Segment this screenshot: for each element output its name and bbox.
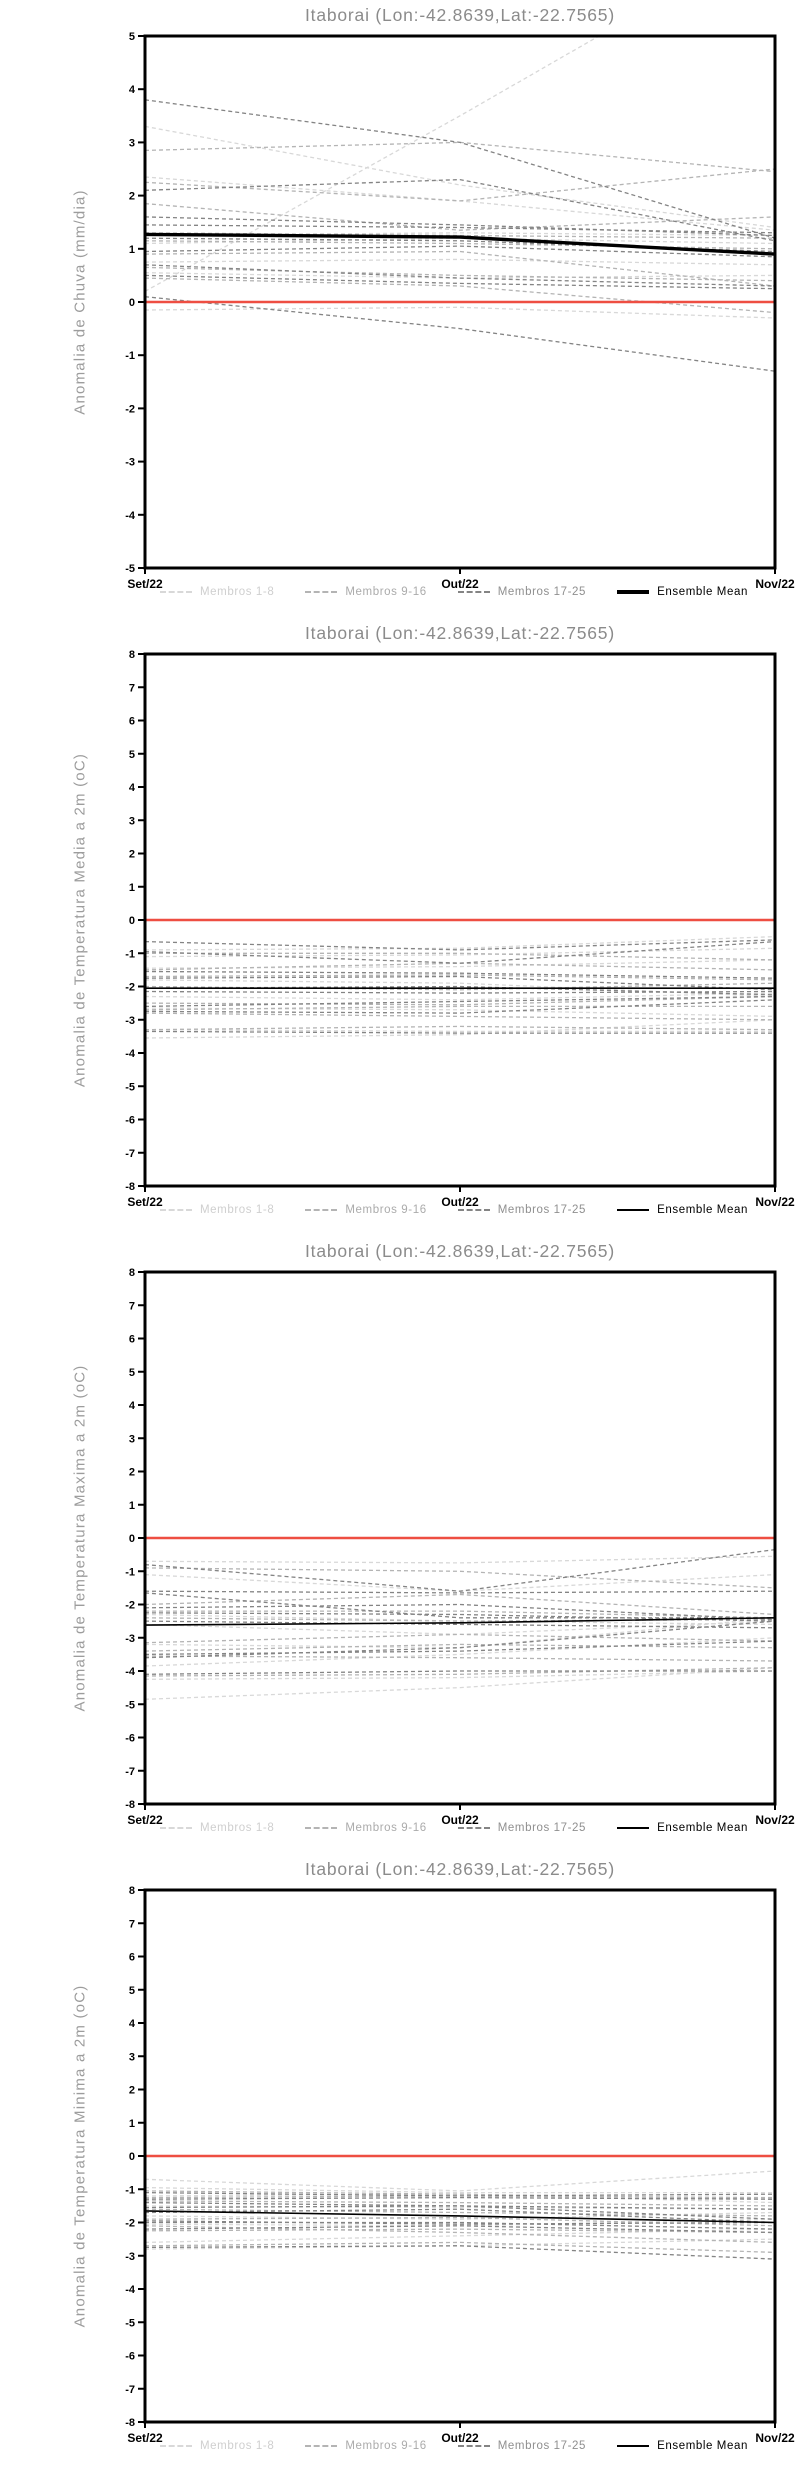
- svg-text:5: 5: [128, 31, 135, 43]
- y-axis-label: Anomalia de Temperatura Media a 2m (oC): [71, 752, 89, 1088]
- chart-title: Itaborai (Lon:-42.8639,Lat:-22.7565): [305, 1859, 615, 1879]
- svg-text:-1: -1: [125, 350, 135, 363]
- legend-item-membros-17-25: [458, 2440, 586, 2452]
- svg-text:0: 0: [128, 1533, 135, 1545]
- svg-text:-7: -7: [125, 2383, 135, 2396]
- membros-9-16-line-sample: [305, 2445, 337, 2447]
- membros-9-16-line-sample: [305, 1827, 337, 1829]
- svg-text:Nov/22: Nov/22: [755, 2431, 795, 2445]
- svg-text:-1: -1: [125, 2184, 135, 2197]
- legend-item-membros-17-25: [458, 586, 586, 598]
- membros-1-8-line-sample: [160, 1827, 192, 1829]
- svg-text:Set/22: Set/22: [127, 1813, 163, 1827]
- chart-legend: [160, 586, 748, 598]
- legend-label: Membros 9-16: [345, 586, 427, 598]
- svg-text:-2: -2: [125, 2217, 135, 2230]
- membros-1-8-line-sample: [160, 591, 192, 593]
- svg-text:-3: -3: [125, 2250, 135, 2263]
- svg-text:-8: -8: [125, 1799, 135, 1811]
- legend-label: Membros 9-16: [345, 1822, 427, 1834]
- svg-text:8: 8: [128, 1885, 135, 1897]
- svg-text:Out/22: Out/22: [441, 577, 479, 591]
- chart-section-precipitation-anomaly: [0, 0, 800, 618]
- legend-label: Membros 9-16: [345, 1204, 427, 1216]
- svg-text:-4: -4: [125, 1666, 135, 1678]
- svg-text:-7: -7: [125, 1765, 135, 1778]
- svg-text:3: 3: [128, 1433, 135, 1446]
- svg-text:-8: -8: [125, 2417, 135, 2429]
- legend-item-membros-9-16: [305, 2440, 426, 2452]
- svg-text:5: 5: [128, 1984, 135, 1997]
- svg-text:6: 6: [128, 1333, 135, 1346]
- svg-text:-3: -3: [125, 456, 135, 469]
- chart-legend: [160, 1822, 748, 1834]
- svg-text:5: 5: [128, 1366, 135, 1379]
- svg-text:Set/22: Set/22: [127, 1195, 163, 1209]
- chart-section-max-temperature-anomaly: [0, 1236, 800, 1854]
- svg-text:2: 2: [128, 848, 135, 861]
- y-axis-label: Anomalia de Temperatura Maxima a 2m (oC): [71, 1364, 89, 1712]
- svg-text:1: 1: [128, 2117, 135, 2130]
- legend-item-membros-17-25: [458, 1204, 586, 1216]
- legend-item-ensemble-mean: [617, 586, 748, 598]
- svg-text:4: 4: [128, 2018, 135, 2030]
- svg-text:-4: -4: [125, 1048, 135, 1060]
- svg-text:Set/22: Set/22: [127, 577, 163, 591]
- legend-item-membros-9-16: [305, 1822, 426, 1834]
- svg-text:-5: -5: [125, 1081, 135, 1094]
- svg-text:-1: -1: [125, 1566, 135, 1579]
- legend-item-membros-1-8: [160, 586, 274, 598]
- membros-9-16-line-sample: [305, 591, 337, 593]
- legend-item-membros-17-25: [458, 1822, 586, 1834]
- svg-text:-4: -4: [125, 2284, 135, 2296]
- svg-text:-5: -5: [125, 2317, 135, 2330]
- legend-label: Membros 1-8: [200, 586, 275, 598]
- svg-text:-3: -3: [125, 1632, 135, 1645]
- svg-text:-2: -2: [125, 403, 135, 416]
- svg-text:1: 1: [128, 243, 135, 256]
- svg-text:2: 2: [128, 190, 135, 203]
- legend-item-ensemble-mean: [617, 1204, 748, 1216]
- membros-1-8-line-sample: [160, 2445, 192, 2447]
- svg-text:7: 7: [128, 1300, 135, 1313]
- legend-label: Membros 9-16: [345, 2440, 427, 2452]
- svg-text:0: 0: [128, 915, 135, 927]
- legend-label: Ensemble Mean: [657, 2440, 748, 2452]
- svg-text:Set/22: Set/22: [127, 2431, 163, 2445]
- svg-text:2: 2: [128, 1466, 135, 1479]
- svg-text:6: 6: [128, 1951, 135, 1964]
- legend-label: Ensemble Mean: [657, 1204, 748, 1216]
- legend-item-membros-1-8: [160, 1204, 274, 1216]
- svg-text:1: 1: [128, 1499, 135, 1512]
- svg-text:8: 8: [128, 1267, 135, 1279]
- legend-label: Membros 1-8: [200, 1822, 275, 1834]
- svg-text:-1: -1: [125, 948, 135, 961]
- legend-label: Membros 1-8: [200, 2440, 275, 2452]
- svg-text:4: 4: [128, 84, 135, 97]
- svg-text:Nov/22: Nov/22: [755, 1813, 795, 1827]
- svg-text:1: 1: [128, 881, 135, 894]
- chart-legend: [160, 1204, 748, 1216]
- svg-text:-5: -5: [125, 563, 135, 575]
- legend-item-membros-9-16: [305, 1204, 426, 1216]
- membros-9-16-line-sample: [305, 1209, 337, 1211]
- legend-label: Membros 17-25: [497, 586, 587, 598]
- max-temperature-anomaly-chart: [0, 1236, 800, 1854]
- legend-item-membros-1-8: [160, 1822, 274, 1834]
- legend-item-membros-1-8: [160, 2440, 274, 2452]
- ensemble-mean-line-sample: [617, 1209, 649, 1211]
- svg-text:Out/22: Out/22: [441, 1195, 479, 1209]
- legend-item-membros-9-16: [305, 586, 426, 598]
- chart-section-mean-temperature-anomaly: [0, 618, 800, 1236]
- min-temperature-anomaly-chart: [0, 1854, 800, 2472]
- membros-17-25-line-sample: [458, 1827, 490, 1829]
- svg-text:-6: -6: [125, 2350, 135, 2363]
- y-axis-label: Anomalia de Chuva (mm/dia): [71, 189, 89, 415]
- svg-text:4: 4: [128, 782, 135, 794]
- svg-text:4: 4: [128, 1400, 135, 1412]
- svg-text:5: 5: [128, 748, 135, 761]
- membros-17-25-line-sample: [458, 1209, 490, 1211]
- svg-text:-6: -6: [125, 1732, 135, 1745]
- membros-17-25-line-sample: [458, 2445, 490, 2447]
- svg-text:7: 7: [128, 682, 135, 695]
- membros-1-8-line-sample: [160, 1209, 192, 1211]
- ensemble-mean-line-sample: [617, 2445, 649, 2447]
- chart-section-min-temperature-anomaly: [0, 1854, 800, 2472]
- legend-label: Ensemble Mean: [657, 586, 748, 598]
- svg-text:-3: -3: [125, 1014, 135, 1027]
- chart-legend: [160, 2440, 748, 2452]
- chart-title: Itaborai (Lon:-42.8639,Lat:-22.7565): [305, 1241, 615, 1261]
- chart-title: Itaborai (Lon:-42.8639,Lat:-22.7565): [305, 5, 615, 25]
- svg-text:-2: -2: [125, 1599, 135, 1612]
- svg-text:-8: -8: [125, 1181, 135, 1193]
- svg-text:3: 3: [128, 137, 135, 150]
- legend-item-ensemble-mean: [617, 1822, 748, 1834]
- svg-text:-4: -4: [125, 509, 135, 522]
- legend-label: Membros 17-25: [497, 2440, 587, 2452]
- precipitation-anomaly-chart: [0, 0, 800, 618]
- legend-label: Membros 17-25: [497, 1204, 587, 1216]
- svg-text:-5: -5: [125, 1699, 135, 1712]
- svg-text:0: 0: [128, 297, 135, 309]
- svg-text:2: 2: [128, 2084, 135, 2097]
- svg-text:-7: -7: [125, 1147, 135, 1160]
- mean-temperature-anomaly-chart: [0, 618, 800, 1236]
- svg-text:0: 0: [128, 2151, 135, 2163]
- ensemble-mean-line-sample: [617, 590, 649, 594]
- svg-text:3: 3: [128, 815, 135, 828]
- legend-label: Membros 1-8: [200, 1204, 275, 1216]
- svg-text:8: 8: [128, 649, 135, 661]
- svg-text:-2: -2: [125, 981, 135, 994]
- svg-text:7: 7: [128, 1918, 135, 1931]
- legend-item-ensemble-mean: [617, 2440, 748, 2452]
- svg-text:Out/22: Out/22: [441, 2431, 479, 2445]
- svg-text:6: 6: [128, 715, 135, 728]
- ensemble-mean-line-sample: [617, 1827, 649, 1829]
- svg-text:3: 3: [128, 2051, 135, 2064]
- membros-17-25-line-sample: [458, 591, 490, 593]
- chart-title: Itaborai (Lon:-42.8639,Lat:-22.7565): [305, 623, 615, 643]
- legend-label: Membros 17-25: [497, 1822, 587, 1834]
- svg-text:-6: -6: [125, 1114, 135, 1127]
- y-axis-label: Anomalia de Temperatura Minima a 2m (oC): [71, 1984, 89, 2328]
- svg-text:Nov/22: Nov/22: [755, 577, 795, 591]
- svg-text:Out/22: Out/22: [441, 1813, 479, 1827]
- svg-text:Nov/22: Nov/22: [755, 1195, 795, 1209]
- legend-label: Ensemble Mean: [657, 1822, 748, 1834]
